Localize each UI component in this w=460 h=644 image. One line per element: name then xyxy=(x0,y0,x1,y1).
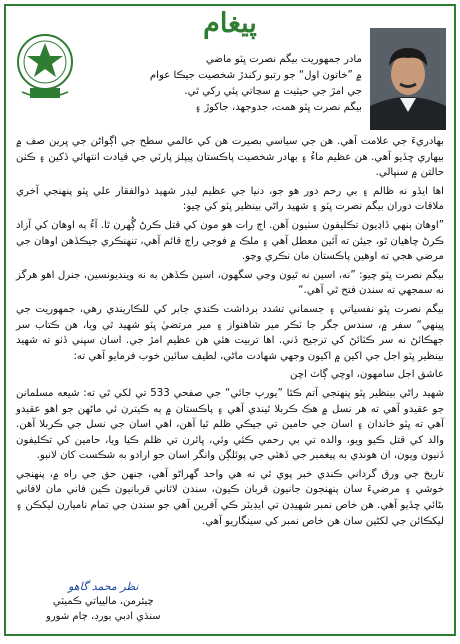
verse-line: عاشق اجل سامهون، اوچي ڳاٽ اچن xyxy=(289,369,444,381)
intro-line: جي امڙ جي حيثيت ۾ سڃاتي پئي رکي ٿي. xyxy=(184,86,362,97)
signatory-role: چيئرمن، ماليياتي ڪميٽي xyxy=(52,596,154,607)
author-photo xyxy=(370,28,446,130)
paragraph: شهيد راڻي بينظير ڀٽو پنهنجي آتم ڪٿا ”يورپ جائي“ جي صفحي 533 تي لکي ٿي ته: شيعه مسلمانن جو عقيدو آهي ته هر نسل ۾ هڪ ڪربلا ٿيندي آهي ۽ پاڪستان ۾ ٻه ڪيترن ئي ماڻهن جو اهو عقيدو آهي ته ڀٽو خاندان ۽ اسان جي حامين تي جيڪي ظلم ٿيا آهن، اهي اسان جي نسل جي ڪربلا آهن. والد کي قتل ڪيو ويو، والده تي بي رحمي ڪئي وئي، ڀائرن تي ظلم ڪيا ويا، حامين کي تڪليفون ڏنيون ويون، ان هوندي به پيغمبر جي ڏهٽي جي پوئلڳن وانگر اسان جو ارادو به شڪست کان لانبو. xyxy=(16,387,444,462)
signature-block xyxy=(46,579,161,624)
government-emblem-icon xyxy=(14,32,76,102)
intro-text xyxy=(86,52,362,116)
paragraph: بيگم نصرت ڀٽو نفسياتي ۽ جسماني تشدد برداشت ڪندي جابر کي للڪاريندي رهي، جمهوريت جي ڀينهي“ سفر ۾، سندس جگر جا ٽڪر مير شاهنواز ۽ مير مرتضيٰ ڀٽو شهيد ٿي ويا، هن ڪتاب سر جهڪائڻ نه سر ڪٽائڻ کي ترجيح ڏني. اها تربيت هئي هن عظيم امڙ جي. اسان سڀني ڏٺو ته شهيد بينظير ڀٽو اجل جي اکين ۾ اکيون وجهي شهادت ماڻي، لطيف سائين خوب فرمايو آهي ته: xyxy=(16,303,444,362)
header xyxy=(6,6,454,134)
message-page xyxy=(4,4,456,636)
intro-line: مادر جمهوريت بيگم نصرت ڀٽو ماضي xyxy=(205,54,362,65)
message-body xyxy=(6,134,454,529)
signatory-name: نظر محمد گاهو xyxy=(68,580,139,593)
signatory-org: سنڌي ادبي بورڊ، ڄام شورو xyxy=(46,611,161,622)
intro-line: بيگم نصرت ڀٽو همت، جدوجهد، جاکوڙ ۽ xyxy=(195,102,362,113)
page-title: پيغام xyxy=(203,8,257,39)
paragraph: اها ايڏو نه ظالم ۽ بي رحم دور هو جو، دنيا جي عظيم ليڊر شهيد ذوالفقار علي ڀٽو پنهنجي آخري ملاقات دوران بيگم نصرت ڀٽو ۽ شهيد راڻي بينظير ڀٽو کي چيو: xyxy=(16,185,444,213)
intro-line: ۾ ”خاتون اول“ جو رتبو رکندڙ شخصيت جيڪا عوام xyxy=(149,70,362,81)
quote-paragraph: بيگم نصرت ڀٽو چيو: ”نه، اسين نه ٿيون وڃي سگهون، اسين ڪڏهن به نه وينديونسين، جنرل اهو هرگز نه سمجهي ته سندن فتح ٿي آهي.“ xyxy=(16,269,444,297)
paragraph: تاريخ جي ورق گرداني ڪندي خبر پوي ٿي ته هي واحد گهراڻو آهي، جنهن حق جي راه ۾، پنهنجي خوشي ۽ مرضيءَ سان پنهنجون جانيون قربان ڪيون، سندن لاثاني قربانيون ڪين فاني مان لافاني بڻائي ڇڏيو آهي. هن خاص نمبر شهيڊن تي ايڊيٽر ڪي آفرين آهي جو سندن جي تمام ناميارن ليکڪن ۽ ليکڪائن جي لکڻين سان هن خاص نمبر کي سينگاريو آهي. xyxy=(16,468,444,527)
paragraph: بهادريءَ جي علامت آهي. هن جي سياسي بصيرت هن کي عالمي سطح جي اڳواڻن جي ڀرين صف ۾ بيهاري ڇڏيو آهي. هن عظيم ماءُ ۽ بهادر شخصيت پاڪستان پيپلز پارٽي جي قيادت انتهائي ڏکين ۽ ڪٺن حالتن ۾ سنڀالي. xyxy=(16,136,444,179)
quote-paragraph: ”اوهان ٻنهي ڏاڍيون تڪليفون سٺيون آهن. اڄ رات هو مون کي قتل ڪرڻ ڳُهرن ٿا. آءُ ٻه اوهان کي آزاد ڪرڻ چاهيان ٿو، جيئن ته آئين معطل آهي ۽ ملڪ ۾ فوجي راڄ قائم آهي، تنهنڪري جيڪڏهن اوهان جي مرضي هجي ته اوهين پاڪستان مان نڪري وڃو. xyxy=(16,219,444,263)
